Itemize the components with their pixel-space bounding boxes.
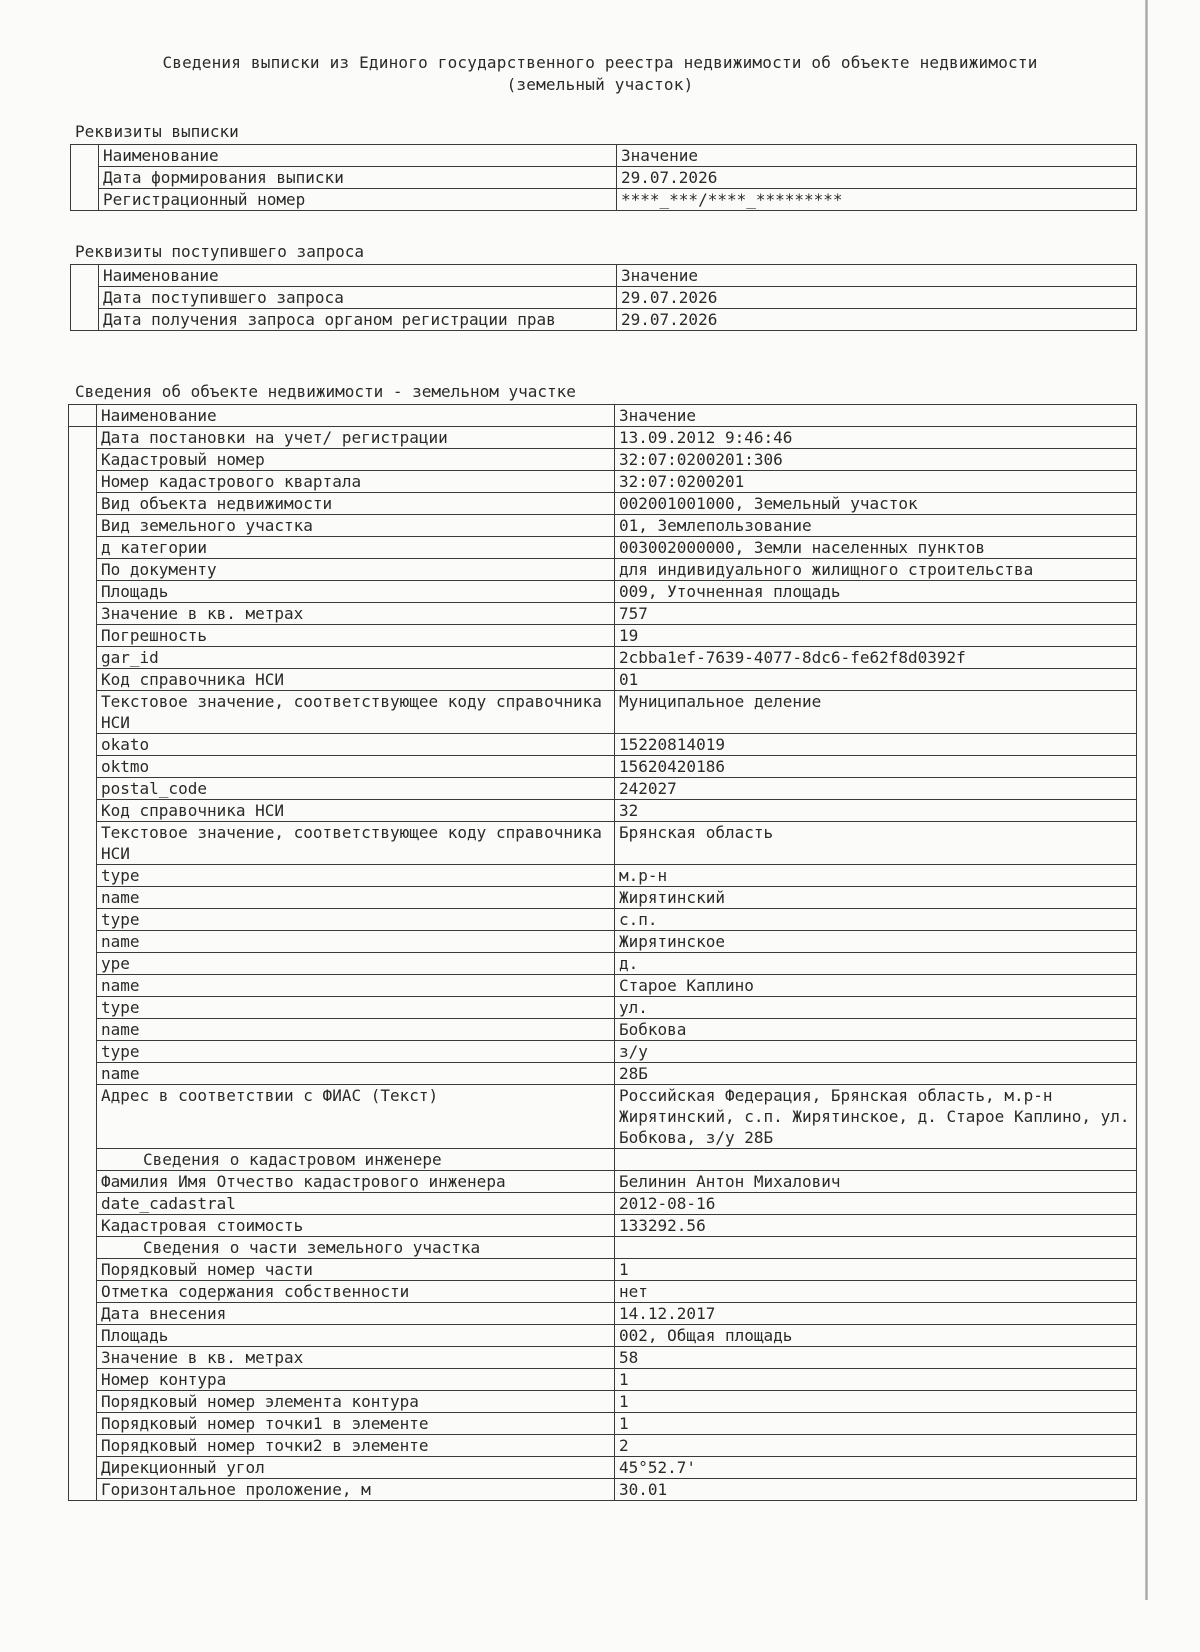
row-label: Дата получения запроса органом регистрации прав [99, 309, 617, 331]
table-row [69, 1215, 1137, 1237]
row-value: 002, Общая площадь [615, 1325, 1137, 1347]
land-plot-details-table [68, 404, 1137, 1501]
row-value: 14.12.2017 [615, 1303, 1137, 1325]
row-value: Жирятинский [615, 887, 1137, 909]
table-row [69, 1413, 1137, 1435]
table-row [69, 581, 1137, 603]
extract-details-table [70, 144, 1137, 211]
row-value: 13.09.2012 9:46:46 [615, 427, 1137, 449]
row-value: 01, Землепользование [615, 515, 1137, 537]
row-label: Порядковый номер части [97, 1259, 615, 1281]
document-title-line1: Сведения выписки из Единого государственного реестра недвижимости об объекте недвижимости [162, 53, 1038, 72]
table-row [69, 1457, 1137, 1479]
row-label: По документу [97, 559, 615, 581]
row-label: Площадь [97, 1325, 615, 1347]
row-label: Дата формирования выписки [99, 167, 617, 189]
row-label: ype [97, 953, 615, 975]
table-row [69, 493, 1137, 515]
row-label: type [97, 997, 615, 1019]
table-row [69, 778, 1137, 800]
header-cell: Наименование [99, 145, 617, 167]
table-row [69, 1281, 1137, 1303]
table-row [69, 537, 1137, 559]
row-label: Дата поступившего запроса [99, 287, 617, 309]
row-label: name [97, 975, 615, 997]
table-row [69, 931, 1137, 953]
row-value: 29.07.2026 [617, 309, 1137, 331]
table-row [71, 189, 1137, 211]
request-details-table [70, 264, 1137, 331]
row-value: Бобкова [615, 1019, 1137, 1041]
row-label: name [97, 887, 615, 909]
row-value: Муниципальное деление [615, 691, 1137, 734]
row-value: 32:07:0200201:306 [615, 449, 1137, 471]
row-label: oktmo [97, 756, 615, 778]
table-row [69, 1479, 1137, 1501]
table-row [69, 1193, 1137, 1215]
table-row [69, 1019, 1137, 1041]
row-label: Порядковый номер точки1 в элементе [97, 1413, 615, 1435]
row-value: 19 [615, 625, 1137, 647]
row-label: Отметка содержания собственности [97, 1281, 615, 1303]
row-value: 45°52.7' [615, 1457, 1137, 1479]
table-row [69, 625, 1137, 647]
table-header-row [71, 265, 1137, 287]
row-value: 58 [615, 1347, 1137, 1369]
section-title-extract-details: Реквизиты выписки [75, 122, 239, 141]
row-label: type [97, 909, 615, 931]
row-label: Дата внесения [97, 1303, 615, 1325]
row-label: Горизонтальное проложение, м [97, 1479, 615, 1501]
row-value: Жирятинское [615, 931, 1137, 953]
row-value: 15620420186 [615, 756, 1137, 778]
table-row [69, 1171, 1137, 1193]
table-row [69, 427, 1137, 449]
row-label: type [97, 1041, 615, 1063]
table-row [69, 1041, 1137, 1063]
row-label: name [97, 931, 615, 953]
row-value: с.п. [615, 909, 1137, 931]
row-label: Значение в кв. метрах [97, 603, 615, 625]
header-cell: Значение [617, 265, 1137, 287]
row-value: 1 [615, 1259, 1137, 1281]
row-label: Кадастровая стоимость [97, 1215, 615, 1237]
table-header-row [69, 405, 1137, 427]
table-row [69, 953, 1137, 975]
subsection-heading: Сведения о части земельного участка [97, 1237, 615, 1259]
table-row [69, 559, 1137, 581]
row-label: Фамилия Имя Отчество кадастрового инженера [97, 1171, 615, 1193]
row-label: Код справочника НСИ [97, 800, 615, 822]
row-value: 2012-08-16 [615, 1193, 1137, 1215]
row-label: Регистрационный номер [99, 189, 617, 211]
table-row [69, 756, 1137, 778]
row-label: Код справочника НСИ [97, 669, 615, 691]
table-row [69, 1259, 1137, 1281]
row-label: Площадь [97, 581, 615, 603]
subsection-heading: Сведения о кадастровом инженере [97, 1149, 615, 1171]
table-row [69, 1237, 1137, 1259]
table-row [69, 1369, 1137, 1391]
table-row [71, 309, 1137, 331]
table-row [69, 1149, 1137, 1171]
row-value: 757 [615, 603, 1137, 625]
section-title-land-plot-details: Сведения об объекте недвижимости - земельном участке [75, 382, 576, 401]
table-row [69, 997, 1137, 1019]
row-value: 133292.56 [615, 1215, 1137, 1237]
row-value: Старое Каплино [615, 975, 1137, 997]
row-value: Брянская область [615, 822, 1137, 865]
table-row [71, 167, 1137, 189]
row-value: 32:07:0200201 [615, 471, 1137, 493]
table-row [69, 975, 1137, 997]
row-value: 32 [615, 800, 1137, 822]
table-row [69, 691, 1137, 734]
header-cell: Значение [617, 145, 1137, 167]
table-row [69, 1435, 1137, 1457]
table-row [69, 669, 1137, 691]
table-row [69, 800, 1137, 822]
table-row [69, 1063, 1137, 1085]
row-label: type [97, 865, 615, 887]
table-row [69, 471, 1137, 493]
section-title-request-details: Реквизиты поступившего запроса [75, 242, 364, 261]
table-row [69, 1391, 1137, 1413]
row-label: д категории [97, 537, 615, 559]
row-value: 1 [615, 1369, 1137, 1391]
row-value: Российская Федерация, Брянская область, м.р-н Жирятинский, с.п. Жирятинское, д. Старое Каплино, ул. Бобкова, з/у 28Б [615, 1085, 1137, 1149]
row-label: Порядковый номер точки2 в элементе [97, 1435, 615, 1457]
document-title [60, 52, 1140, 96]
table-row [69, 865, 1137, 887]
row-label: Дата постановки на учет/ регистрации [97, 427, 615, 449]
table-row [69, 1325, 1137, 1347]
document-title-line2: (земельный участок) [506, 75, 694, 94]
row-value: з/у [615, 1041, 1137, 1063]
row-value: 29.07.2026 [617, 167, 1137, 189]
row-value: м.р-н [615, 865, 1137, 887]
table-row [69, 647, 1137, 669]
row-value: ****_***/****_********* [617, 189, 1137, 211]
row-value: 30.01 [615, 1479, 1137, 1501]
row-label: postal_code [97, 778, 615, 800]
row-value: 01 [615, 669, 1137, 691]
table-row [69, 734, 1137, 756]
table-header-row [71, 145, 1137, 167]
table-row [69, 603, 1137, 625]
table-row [69, 822, 1137, 865]
page-edge-shadow [1145, 0, 1148, 1600]
row-label: Погрешность [97, 625, 615, 647]
row-value: Белинин Антон Михалович [615, 1171, 1137, 1193]
header-cell: Наименование [97, 405, 615, 427]
row-value: 28Б [615, 1063, 1137, 1085]
row-label: name [97, 1019, 615, 1041]
table-row [69, 1303, 1137, 1325]
row-label: Дирекционный угол [97, 1457, 615, 1479]
row-value: 242027 [615, 778, 1137, 800]
row-value: 002001001000, Земельный участок [615, 493, 1137, 515]
row-value: ул. [615, 997, 1137, 1019]
row-label: Номер кадастрового квартала [97, 471, 615, 493]
row-label: gar_id [97, 647, 615, 669]
table-row [69, 887, 1137, 909]
row-value: для индивидуального жилищного строительства [615, 559, 1137, 581]
row-value: 15220814019 [615, 734, 1137, 756]
table-row [69, 515, 1137, 537]
row-value: 1 [615, 1391, 1137, 1413]
row-label: name [97, 1063, 615, 1085]
row-label: date_cadastral [97, 1193, 615, 1215]
table-row [71, 287, 1137, 309]
row-value: 1 [615, 1413, 1137, 1435]
row-label: Порядковый номер элемента контура [97, 1391, 615, 1413]
row-value: нет [615, 1281, 1137, 1303]
row-value: 003002000000, Земли населенных пунктов [615, 537, 1137, 559]
row-label: Номер контура [97, 1369, 615, 1391]
row-value: 2cbba1ef-7639-4077-8dc6-fe62f8d0392f [615, 647, 1137, 669]
table-row [69, 1347, 1137, 1369]
row-label: Вид объекта недвижимости [97, 493, 615, 515]
row-label: Текстовое значение, соответствующее коду справочника НСИ [97, 822, 615, 865]
row-value: 2 [615, 1435, 1137, 1457]
row-label: okato [97, 734, 615, 756]
row-value: 009, Уточненная площадь [615, 581, 1137, 603]
row-value: д. [615, 953, 1137, 975]
header-cell: Значение [615, 405, 1137, 427]
header-cell: Наименование [99, 265, 617, 287]
row-label: Вид земельного участка [97, 515, 615, 537]
table-row [69, 909, 1137, 931]
row-value [615, 1149, 1137, 1171]
row-label: Текстовое значение, соответствующее коду справочника НСИ [97, 691, 615, 734]
row-label: Значение в кв. метрах [97, 1347, 615, 1369]
row-value: 29.07.2026 [617, 287, 1137, 309]
table-row [69, 1085, 1137, 1149]
row-label: Кадастровый номер [97, 449, 615, 471]
row-label: Адрес в соответствии с ФИАС (Текст) [97, 1085, 615, 1149]
table-row [69, 449, 1137, 471]
row-value [615, 1237, 1137, 1259]
